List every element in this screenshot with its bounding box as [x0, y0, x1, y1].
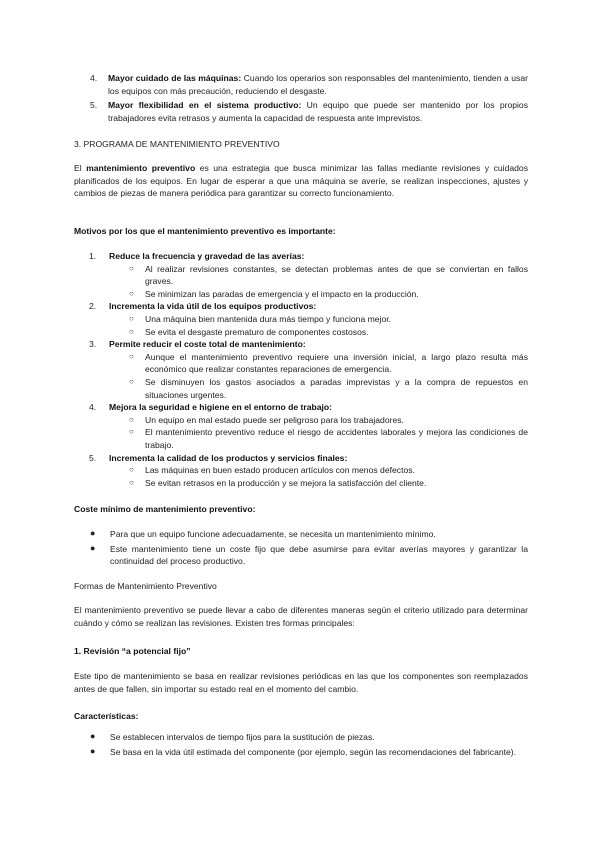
sub-list-item: ○ Al realizar revisiones constantes, se detectan problemas antes de que se conviertan en fallos graves.: [129, 263, 528, 287]
list-item: 2. Incrementa la vida útil de los equipos productivos:: [89, 301, 317, 312]
circle-bullet-icon: ○: [129, 414, 134, 424]
bullet-item: ● Para que un equipo funcione adecuadamente, se necesita un mantenimiento mínimo.: [90, 528, 436, 539]
list-item: 4. Mayor cuidado de las máquinas: Cuando los operarios son responsables del mantenimiento, tienden a usar los equipos con más precaución, reduciendo el desgaste.: [90, 73, 528, 96]
circle-bullet-icon: ○: [129, 465, 134, 475]
circle-bullet-icon: ○: [129, 288, 134, 298]
list-item: 4. Mejora la seguridad e higiene en el entorno de trabajo:: [89, 402, 333, 413]
bullet-item: ● Este mantenimiento tiene un coste fijo que debe asumirse para evitar averías mayores y garantizar la continuidad del proceso productivo.: [90, 542, 528, 567]
list-item: 5. Mayor flexibilidad en el sistema productivo: Un equipo que puede ser mantenido por los propios trabajadores evita retrasos y aumenta la capacidad de respuesta ante imprevistos.: [90, 100, 529, 123]
revision-paragraph: Este tipo de mantenimiento se basa en realizar revisiones periódicas en las que los componentes son reemplazados antes de que fallen, sin importar su estado real en el momento del cambio.: [74, 671, 528, 694]
circle-bullet-icon: ○: [129, 351, 134, 361]
circle-bullet-icon: ○: [129, 427, 134, 437]
circle-bullet-icon: ○: [129, 263, 134, 273]
bullet-item: ● Se establecen intervalos de tiempo fijos para la sustitución de piezas.: [90, 731, 375, 742]
characteristics-heading: Características:: [74, 711, 139, 721]
sub-list-item: ○ Se evitan retrasos en la producción y se mejora la satisfacción del cliente.: [129, 477, 427, 488]
bullet-icon: ●: [90, 542, 96, 553]
bullet-icon: ●: [90, 745, 96, 756]
sub-list-item: ○ Una máquina bien mantenida dura más tiempo y funciona mejor.: [129, 313, 392, 324]
sub-list-item: ○ Las máquinas en buen estado producen artículos con menos defectos.: [129, 465, 415, 476]
revision-heading: 1. Revisión “a potencial fijo”: [74, 646, 191, 656]
circle-bullet-icon: ○: [129, 477, 134, 487]
sub-list-item: ○ Aunque el mantenimiento preventivo requiere una inversión inicial, a largo plazo resulta más económico que realizar constantes reparaciones de emergencia.: [129, 351, 528, 375]
forms-heading: Formas de Mantenimiento Preventivo: [74, 581, 217, 591]
motives-heading: Motivos por los que el mantenimiento preventivo es importante:: [74, 226, 336, 236]
sub-list-item: ○ Un equipo en mal estado puede ser peligroso para los trabajadores.: [129, 414, 404, 425]
cost-list: [74, 528, 528, 568]
section-heading: 3. PROGRAMA DE MANTENIMIENTO PREVENTIVO: [74, 139, 280, 149]
sub-list-item: ○ El mantenimiento preventivo reduce el riesgo de accidentes laborales y mejora las condiciones de trabajo.: [129, 427, 528, 450]
list-item: 1. Reduce la frecuencia y gravedad de las averías:: [89, 251, 305, 261]
cost-heading: Coste mínimo de mantenimiento preventivo:: [74, 504, 256, 514]
sub-list-item: ○ Se minimizan las paradas de emergencia y el impacto en la producción.: [129, 288, 419, 299]
list-item: 5. Incrementa la calidad de los productos y servicios finales:: [89, 452, 348, 463]
forms-paragraph: El mantenimiento preventivo se puede llevar a cabo de diferentes maneras según el criterio utilizado para determinar cuándo y cómo se realizan las revisiones. Existen tres formas principales:: [74, 605, 528, 628]
characteristics-list: [74, 731, 528, 758]
sub-list-item: ○ Se evita el desgaste prematuro de componentes costosos.: [129, 326, 369, 337]
advantages-list-continued: [74, 72, 528, 124]
bullet-item: ● Se basa en la vida útil estimada del componente (por ejemplo, según las recomendaciones del fabricante).: [90, 745, 517, 757]
circle-bullet-icon: ○: [129, 326, 134, 336]
intro-paragraph: El mantenimiento preventivo es una estrategia que busca minimizar las fallas mediante revisiones y cuidados planificados de los equipos. En lugar de esperar a que una máquina se averíe, se realizan inspecciones, ajustes y cambios de piezas de manera periódica para garantizar su correcto funcionamiento.: [74, 163, 528, 199]
sub-list-item: ○ Se disminuyen los gastos asociados a paradas imprevistas y a la compra de repuestos en situaciones urgentes.: [129, 376, 528, 400]
list-item: 3. Permite reducir el coste total de mantenimiento:: [89, 339, 306, 350]
bullet-icon: ●: [90, 528, 96, 538]
circle-bullet-icon: ○: [129, 376, 134, 386]
bullet-icon: ●: [90, 731, 96, 741]
circle-bullet-icon: ○: [129, 313, 134, 323]
motives-list: [74, 250, 528, 489]
